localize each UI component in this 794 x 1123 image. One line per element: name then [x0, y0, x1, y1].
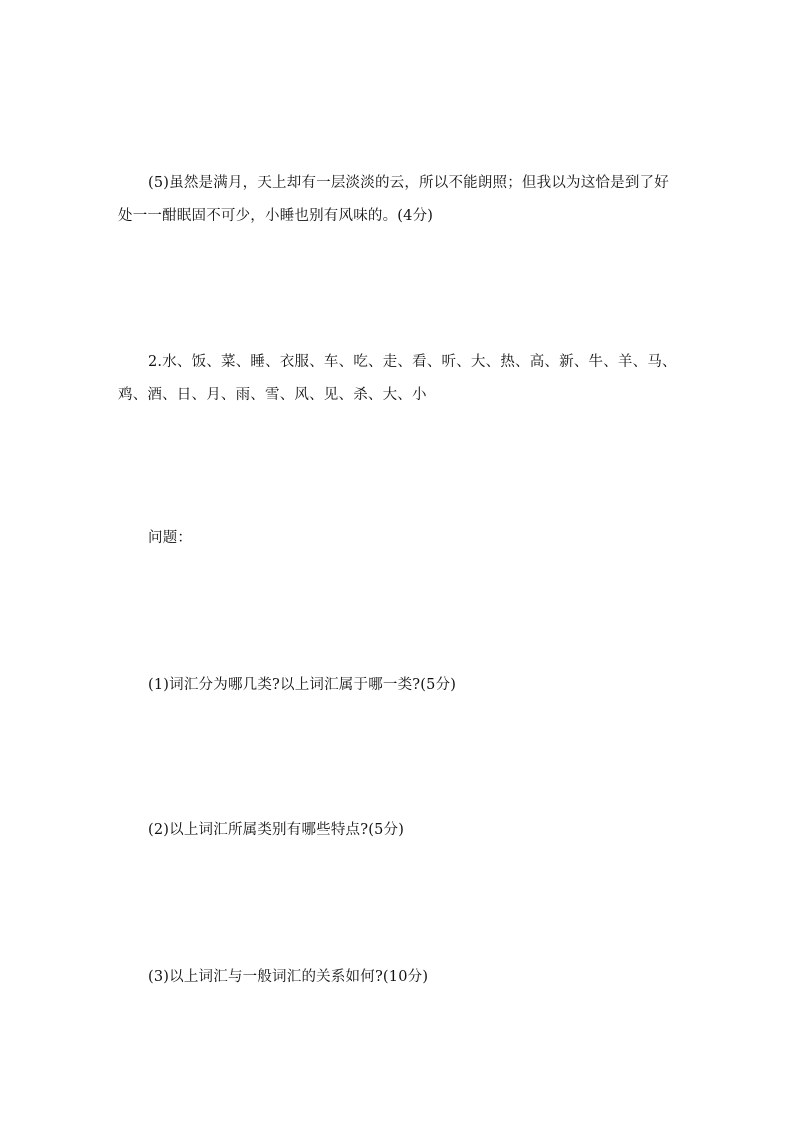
sub-question-1: (1)词汇分为哪几类?以上词汇属于哪一类?(5分)	[148, 677, 457, 693]
sub-question-2: (2)以上词汇所属类别有哪些特点?(5分)	[148, 822, 405, 838]
questions-heading: 问题：	[148, 530, 193, 546]
question-5-paragraph: (5)虽然是满月，天上却有一层淡淡的云，所以不能朗照；但我以为这恰是到了好处一一酣眠固不可少，小睡也别有风味的。(4分)	[118, 175, 669, 224]
sub-question-3: (3)以上词汇与一般词汇的关系如何?(10分)	[148, 969, 429, 985]
question-2-word-list: 2.水、饭、菜、睡、衣服、车、吃、走、看、听、大、热、高、新、牛、羊、马、鸡、酒、日、月、雨、雪、风、见、杀、大、小	[118, 354, 677, 403]
